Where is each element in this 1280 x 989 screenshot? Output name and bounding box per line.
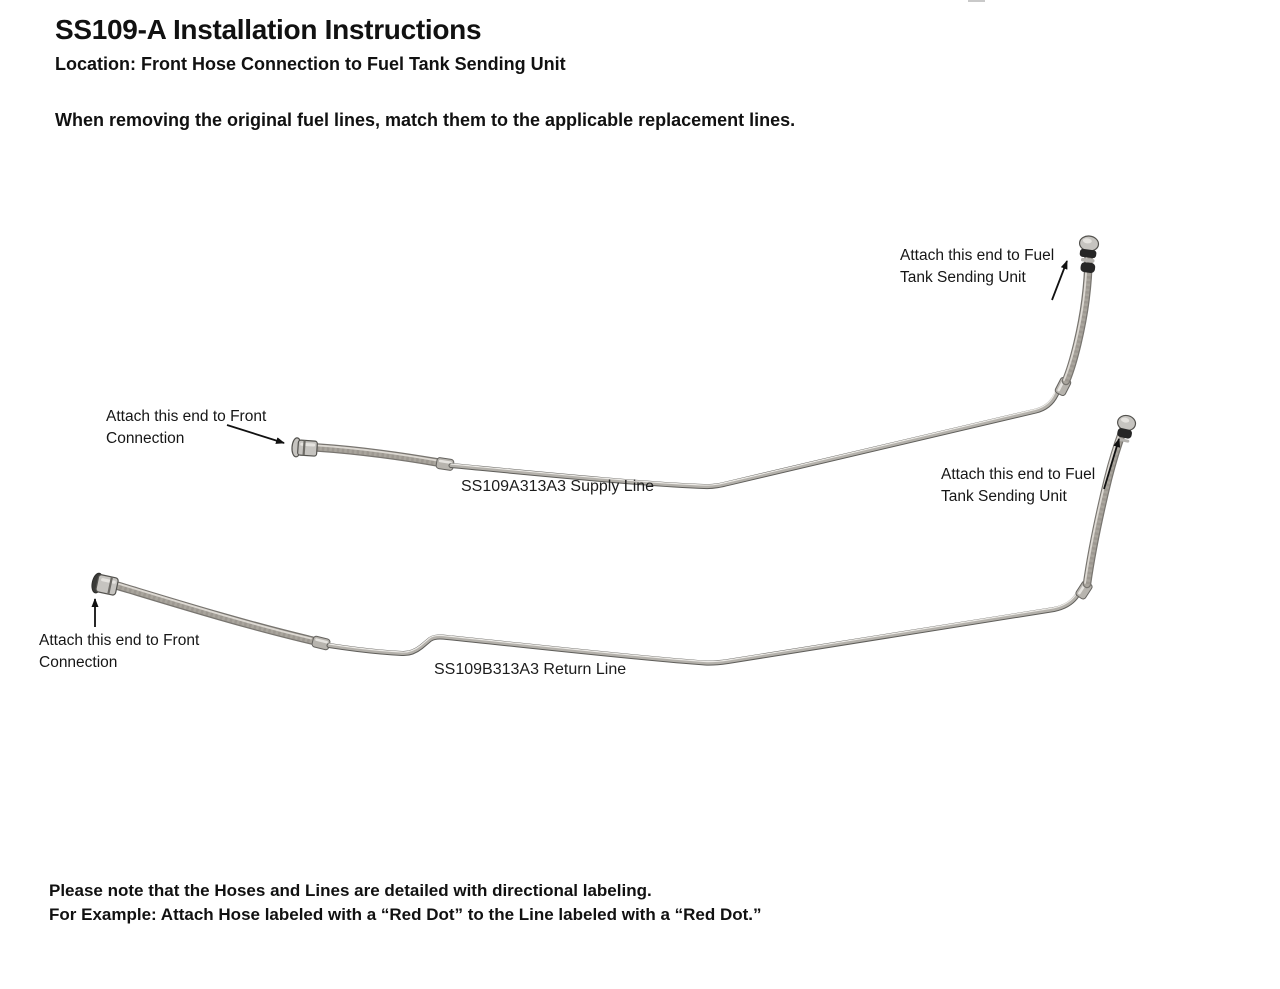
supply-front-fitting — [291, 438, 317, 459]
return-steel-tube — [329, 590, 1081, 663]
page-title: SS109-A Installation Instructions — [55, 14, 482, 45]
supply-tank-fitting — [1076, 235, 1099, 274]
return-collar-front — [311, 636, 330, 651]
supply-line-part-label: SS109A313A3 Supply Line — [461, 478, 655, 495]
instruction-text: When removing the original fuel lines, match them to the applicable replacement lines. — [55, 110, 796, 130]
location-line: Location: Front Hose Connection to Fuel Tank Sending Unit — [55, 54, 566, 74]
callout-return-front-end: Attach this end to Front Connection — [39, 632, 200, 671]
callout-supply-front-end: Attach this end to Front Connection — [106, 408, 267, 447]
return-braided-hose-tank — [1085, 431, 1123, 584]
return-front-fitting — [90, 572, 119, 597]
callout-return-tank-end: Attach this end to Fuel Tank Sending Unit — [941, 466, 1096, 505]
supply-braided-hose-front — [317, 446, 438, 463]
return-line-illustration — [90, 414, 1137, 663]
note-line-2: For Example: Attach Hose labeled with a “Red Dot” to the Line labeled with a “Red Dot.” — [49, 904, 762, 924]
callout-supply-tank-end: Attach this end to Fuel Tank Sending Unit — [900, 247, 1055, 286]
return-line-part-label: SS109B313A3 Return Line — [434, 661, 627, 678]
footer-notes — [49, 879, 762, 926]
note-line-1: Please note that the Hoses and Lines are detailed with directional labeling. — [49, 881, 652, 900]
